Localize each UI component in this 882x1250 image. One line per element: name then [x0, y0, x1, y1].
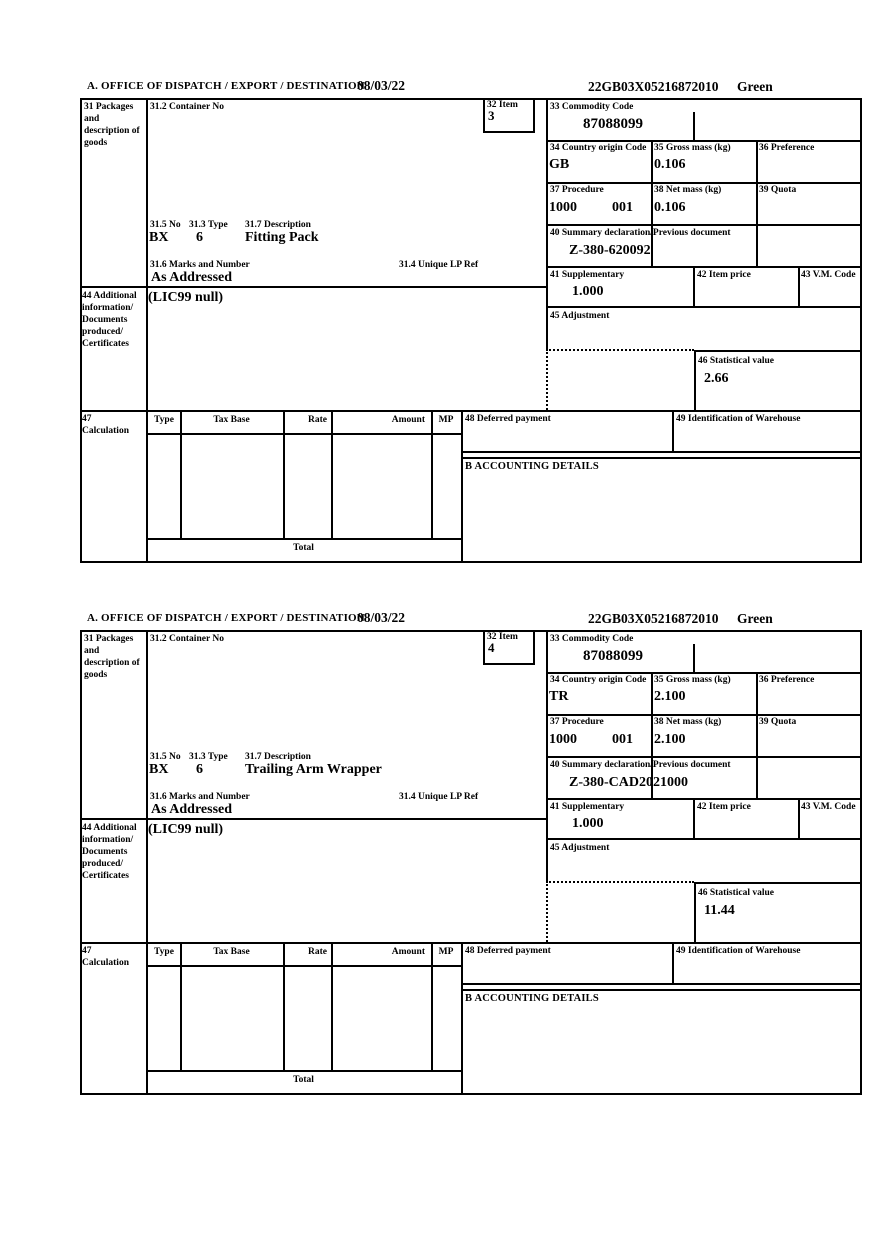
box37-procedure-label: 37 Procedure — [550, 185, 604, 195]
box35-gross-mass-label: 35 Gross mass (kg) — [654, 143, 731, 153]
calc-header-bottom-border — [146, 965, 463, 967]
col35-36-divider — [756, 672, 758, 798]
box31-5-no-label: 31.5 No — [150, 752, 181, 762]
form-right-border — [860, 630, 862, 1095]
accounting-top-border — [461, 989, 862, 991]
calc-total-label: Total — [293, 1075, 314, 1085]
supplementary-value: 1.000 — [572, 284, 604, 299]
box36-preference-label: 36 Preference — [759, 675, 815, 685]
box46-statistical-label: 46 Statistical value — [698, 888, 774, 898]
calc-col3-divider — [331, 942, 333, 1070]
box45-adjustment-label: 45 Adjustment — [550, 843, 610, 853]
form-bottom-border — [80, 561, 862, 563]
form-top-border — [80, 630, 862, 632]
additional-information-value: (LIC99 null) — [148, 822, 224, 837]
gross-mass-value: 0.106 — [654, 157, 686, 172]
box46-top-border — [694, 350, 862, 352]
item-number-value: 3 — [488, 108, 495, 123]
box48-bottom-border — [461, 983, 862, 985]
row34-mid-border — [546, 182, 862, 184]
box36-preference-label: 36 Preference — [759, 143, 815, 153]
package-no-value: BX — [149, 762, 169, 777]
box31-3-type-label: 31.3 Type — [189, 220, 228, 230]
calc-header-mp: MP — [438, 947, 454, 957]
box48-deferred-payment-label: 48 Deferred payment — [465, 946, 551, 956]
box31-7-description-label: 31.7 Description — [245, 220, 311, 230]
label-column-divider — [146, 98, 148, 563]
box46-left-border — [694, 350, 696, 410]
box47-top-border — [80, 942, 862, 944]
calc-header-amount: Amount — [391, 415, 425, 425]
row37-bottom-border — [546, 266, 862, 268]
box45-adjustment-label: 45 Adjustment — [550, 311, 610, 321]
calc-table-bottom-border — [146, 538, 463, 540]
col35-36-divider — [756, 140, 758, 266]
row34-bottom-border — [546, 756, 862, 758]
package-no-value: BX — [149, 230, 169, 245]
box46-left-border — [694, 882, 696, 942]
box38-net-mass-label: 38 Net mass (kg) — [654, 185, 722, 195]
box46-top-border — [694, 882, 862, 884]
box39-quota-label: 39 Quota — [759, 185, 797, 195]
procedure-additional-value: 001 — [612, 200, 633, 215]
box40-previous-doc-label: 40 Summary declaration/Previous document — [550, 760, 731, 770]
box31-packages-label: 31 Packages and description of goods — [84, 102, 140, 148]
calc-col1-divider — [180, 942, 182, 1070]
statistical-value: 2.66 — [704, 371, 729, 386]
box42-item-price-label: 42 Item price — [697, 270, 751, 280]
box44-top-border — [80, 286, 546, 288]
office-of-dispatch-label: A. OFFICE OF DISPATCH / EXPORT / DESTINATION — [87, 80, 365, 92]
calc-header-amount: Amount — [391, 947, 425, 957]
box48-49-divider — [672, 942, 674, 985]
col41-42-divider — [693, 800, 695, 838]
box47-top-border — [80, 410, 862, 412]
box31-2-container-label: 31.2 Container No — [150, 102, 224, 112]
package-type-value: 6 — [196, 762, 203, 777]
form-bottom-border — [80, 1093, 862, 1095]
box44-top-border — [80, 818, 546, 820]
previous-document-value: Z-380-CAD2021000 — [569, 775, 688, 790]
box31-6-marks-label: 31.6 Marks and Number — [150, 260, 250, 270]
box31-4-lp-ref-label: 31.4 Unique LP Ref — [399, 792, 479, 802]
declaration-date: 08/03/22 — [357, 78, 406, 93]
box40-bottom-border — [546, 306, 862, 308]
box32-bottom-border — [483, 663, 535, 665]
box34-country-label: 34 Country origin Code — [550, 675, 647, 685]
net-mass-value: 2.100 — [654, 732, 686, 747]
box46-statistical-label: 46 Statistical value — [698, 356, 774, 366]
additional-information-value: (LIC99 null) — [148, 290, 224, 305]
calc-header-rate: Rate — [308, 415, 327, 425]
accounting-top-border — [461, 457, 862, 459]
previous-document-value: Z-380-620092 — [569, 243, 651, 258]
box32-bottom-border — [483, 131, 535, 133]
box32-right-border — [533, 630, 535, 665]
box43-vm-code-label: 43 V.M. Code — [801, 802, 856, 812]
supplementary-value: 1.000 — [572, 816, 604, 831]
declaration-item-section — [0, 78, 882, 573]
dotted-left-border — [546, 881, 548, 942]
box38-net-mass-label: 38 Net mass (kg) — [654, 717, 722, 727]
country-origin-value: TR — [549, 689, 569, 704]
declaration-item-section — [0, 610, 882, 1105]
commodity-code-divider — [693, 644, 695, 672]
calc-header-tax-base: Tax Base — [213, 415, 250, 425]
goods-description-value: Trailing Arm Wrapper — [245, 762, 382, 777]
accounting-details-label: B ACCOUNTING DETAILS — [465, 461, 599, 472]
box47-calculation-label: 47 Calculation — [82, 414, 129, 436]
net-mass-value: 0.106 — [654, 200, 686, 215]
calc-col1-divider — [180, 410, 182, 538]
commodity-code-divider — [693, 112, 695, 140]
office-of-dispatch-label: A. OFFICE OF DISPATCH / EXPORT / DESTINATION — [87, 612, 365, 624]
country-origin-value: GB — [549, 157, 570, 172]
box44-additional-info-label: 44 Additional information/ Documents produced/ Certificates — [82, 823, 137, 881]
calc-header-bottom-border — [146, 433, 463, 435]
box48-bottom-border — [461, 451, 862, 453]
accounting-details-label: B ACCOUNTING DETAILS — [465, 993, 599, 1004]
procedure-value: 1000 — [549, 732, 577, 747]
procedure-value: 1000 — [549, 200, 577, 215]
calc-table-bottom-border — [146, 1070, 463, 1072]
row34-bottom-border — [546, 224, 862, 226]
col41-42-divider — [693, 268, 695, 306]
commodity-code-value: 87088099 — [583, 648, 643, 664]
box39-quota-label: 39 Quota — [759, 717, 797, 727]
box32-left-border — [483, 630, 485, 665]
box34-country-label: 34 Country origin Code — [550, 143, 647, 153]
label-column-divider — [146, 630, 148, 1095]
procedure-additional-value: 001 — [612, 732, 633, 747]
box33-bottom-border — [546, 140, 862, 142]
declaration-reference: 22GB03X05216872010 — [588, 79, 719, 94]
box31-7-description-label: 31.7 Description — [245, 752, 311, 762]
box48-49-divider — [672, 410, 674, 453]
box33-commodity-label: 33 Commodity Code — [550, 634, 634, 644]
calc-col3-divider — [331, 410, 333, 538]
col42-43-divider — [798, 800, 800, 838]
calc-header-type: Type — [154, 415, 174, 425]
dotted-top-border — [546, 881, 694, 883]
box37-procedure-label: 37 Procedure — [550, 717, 604, 727]
dotted-left-border — [546, 349, 548, 410]
box33-bottom-border — [546, 672, 862, 674]
package-type-value: 6 — [196, 230, 203, 245]
box42-item-price-label: 42 Item price — [697, 802, 751, 812]
calc-header-type: Type — [154, 947, 174, 957]
row34-mid-border — [546, 714, 862, 716]
marks-value: As Addressed — [151, 270, 233, 285]
col42-43-divider — [798, 268, 800, 306]
box32-left-border — [483, 98, 485, 133]
box31-packages-label: 31 Packages and description of goods — [84, 634, 140, 680]
box31-6-marks-label: 31.6 Marks and Number — [150, 792, 250, 802]
dotted-top-border — [546, 349, 694, 351]
box48-deferred-payment-label: 48 Deferred payment — [465, 414, 551, 424]
box40-previous-doc-label: 40 Summary declaration/Previous document — [550, 228, 731, 238]
box49-warehouse-label: 49 Identification of Warehouse — [676, 414, 801, 424]
commodity-code-value: 87088099 — [583, 116, 643, 132]
form-top-border — [80, 98, 862, 100]
calc-header-rate: Rate — [308, 947, 327, 957]
box47-calculation-label: 47 Calculation — [82, 946, 129, 968]
calc-col4-divider — [431, 410, 433, 538]
box49-warehouse-label: 49 Identification of Warehouse — [676, 946, 801, 956]
calc-total-label: Total — [293, 543, 314, 553]
box32-item-label: 32 Item — [487, 100, 518, 110]
box43-vm-code-label: 43 V.M. Code — [801, 270, 856, 280]
box31-2-container-label: 31.2 Container No — [150, 634, 224, 644]
calc-col4-divider — [431, 942, 433, 1070]
box31-3-type-label: 31.3 Type — [189, 752, 228, 762]
goods-description-value: Fitting Pack — [245, 230, 319, 245]
box31-4-lp-ref-label: 31.4 Unique LP Ref — [399, 260, 479, 270]
box41-supplementary-label: 41 Supplementary — [550, 802, 625, 812]
calc-header-tax-base: Tax Base — [213, 947, 250, 957]
item-number-value: 4 — [488, 640, 495, 655]
box33-commodity-label: 33 Commodity Code — [550, 102, 634, 112]
box32-right-border — [533, 98, 535, 133]
box41-supplementary-label: 41 Supplementary — [550, 270, 625, 280]
routing-status: Green — [737, 79, 773, 94]
box35-gross-mass-label: 35 Gross mass (kg) — [654, 675, 731, 685]
form-right-border — [860, 98, 862, 563]
routing-status: Green — [737, 611, 773, 626]
box32-item-label: 32 Item — [487, 632, 518, 642]
statistical-value: 11.44 — [704, 903, 735, 918]
box31-5-no-label: 31.5 No — [150, 220, 181, 230]
declaration-reference: 22GB03X05216872010 — [588, 611, 719, 626]
box40-bottom-border — [546, 838, 862, 840]
marks-value: As Addressed — [151, 802, 233, 817]
box44-additional-info-label: 44 Additional information/ Documents produced/ Certificates — [82, 291, 137, 349]
calc-col2-divider — [283, 410, 285, 538]
declaration-date: 08/03/22 — [357, 610, 406, 625]
calc-header-mp: MP — [438, 415, 454, 425]
col34-35-divider — [651, 140, 653, 266]
gross-mass-value: 2.100 — [654, 689, 686, 704]
row37-bottom-border — [546, 798, 862, 800]
calc-col2-divider — [283, 942, 285, 1070]
